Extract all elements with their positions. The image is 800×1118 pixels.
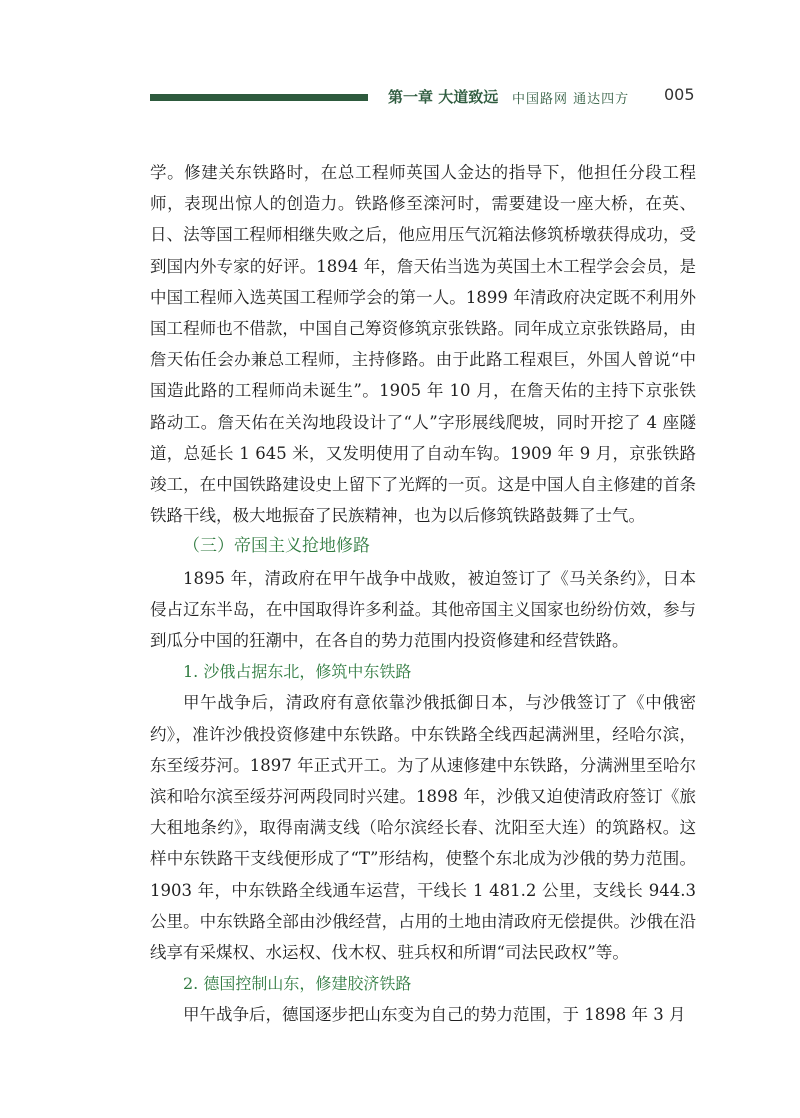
chapter-subtitle: 中国路网 通达四方: [512, 92, 630, 107]
paragraph: 学。修建关东铁路时，在总工程师英国人金达的指导下，他担任分段工程师，表现出惊人的创造力。铁路修至滦河时，需要建设一座大桥，在英、日、法等国工程师相继失败之后，他应用压气沉箱法修筑桥墩获得成功，受到国内外专家的好评。1894 年，詹天佑当选为英国土木工程学会会员，是中国工程师入选英国工程师学会的第一人。1899 年清政府决定既不利用外国工程师也不借款，中国自己筹资修筑京张铁路。同年成立京张铁路局，由詹天佑任会办兼总工程师，主持修路。由于此路工程艰巨，外国人曾说“中国造此路的工程师尚未诞生”。1905 年 10 月，在詹天佑的主持下京张铁路动工。詹天佑在关沟地段设计了“人”字形展线爬坡，同时开挖了 4 座隧道，总延长 1 645 米，又发明使用了自动车钩。1909 年 9 月，京张铁路竣工，在中国铁路建设史上留下了光辉的一页。这是中国人自主修建的首条铁路干线，极大地振奋了民族精神，也为以后修筑铁路鼓舞了士气。: [150, 163, 696, 526]
header-bar: [150, 94, 368, 101]
sub-heading: 1. 沙俄占据东北，修筑中东铁路: [183, 662, 412, 682]
paragraph: 1895 年，清政府在甲午战争中战败，被迫签订了《马关条约》，日本侵占辽东半岛，在中国取得许多利益。其他帝国主义国家也纷纷仿效，参与到瓜分中国的狂潮中，在各自的势力范围内投资修建和经营铁路。: [150, 568, 696, 651]
paragraph: 甲午战争后，德国逐步把山东变为自己的势力范围，于 1898 年 3 月: [183, 1005, 686, 1025]
section-heading: （三）帝国主义抢地修路: [183, 536, 370, 557]
page-number: 005: [664, 85, 695, 104]
page-header: [0, 80, 800, 116]
chapter-title: 第一章 大道致远: [388, 88, 499, 106]
page-body: [150, 157, 696, 1031]
sub-heading: 2. 德国控制山东，修建胶济铁路: [183, 974, 412, 994]
paragraph: 甲午战争后，清政府有意依靠沙俄抵御日本，与沙俄签订了《中俄密约》，准许沙俄投资修建中东铁路。中东铁路全线西起满洲里，经哈尔滨，东至绥芬河。1897 年正式开工。为了从速修建中东铁路，分满洲里至哈尔滨和哈尔滨至绥芬河两段同时兴建。1898 年，沙俄又迫使清政府签订《旅大租地条约》，取得南满支线（哈尔滨经长春、沈阳至大连）的筑路权。这样中东铁路干支线便形成了“T”形结构，使整个东北成为沙俄的势力范围。1903 年，中东铁路全线通车运营，干线长 1 481.2 公里，支线长 944.3 公里。中东铁路全部由沙俄经营，占用的土地由清政府无偿提供。沙俄在沿线享有采煤权、水运权、伐木权、驻兵权和所谓“司法民政权”等。: [150, 693, 696, 963]
